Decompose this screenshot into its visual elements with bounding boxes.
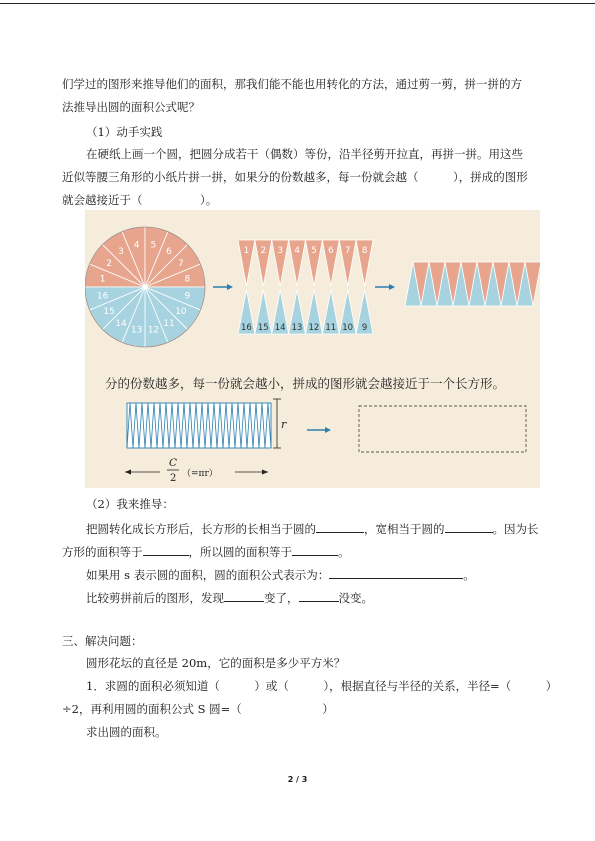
triangle-number: 14 [274, 323, 286, 333]
sector-number: 12 [147, 325, 160, 336]
sector-number: 4 [133, 240, 140, 251]
c-label: C [169, 457, 178, 469]
triangle-number: 8 [361, 246, 368, 256]
triangle-number: 13 [291, 323, 303, 333]
sector-number: 11 [163, 318, 175, 329]
sector-number: 14 [115, 318, 127, 329]
sector-number: 2 [106, 258, 112, 269]
answer-blank[interactable] [329, 567, 463, 579]
zigzag-rectangle [127, 403, 271, 448]
answer-blank[interactable] [299, 590, 339, 602]
page-number: 2 / 3 [287, 775, 308, 784]
rearranged-shape [405, 262, 540, 306]
text-line: ÷2，再利用圆的面积公式 S 圆=（ ） [62, 702, 334, 716]
text-line: 求出圆的面积。 [86, 725, 167, 739]
sector-number: 9 [184, 291, 191, 302]
sector-number: 7 [178, 258, 184, 269]
section-heading: （1）动手实践 [86, 125, 163, 139]
answer-blank[interactable] [143, 544, 189, 556]
c-denominator: 2 [170, 473, 177, 484]
circle-area-figure [85, 210, 540, 488]
divided-circle [85, 227, 205, 347]
sector-number: 13 [130, 325, 143, 336]
answer-blank[interactable] [316, 521, 364, 533]
triangle-number: 6 [327, 246, 334, 256]
sector-number: 3 [118, 247, 124, 258]
triangle-number: 15 [257, 323, 269, 333]
sector-number: 10 [175, 307, 187, 318]
header-rule [0, 3, 595, 4]
triangle-number: 10 [342, 323, 354, 333]
text-line: 比较剪拼前后的图形，发现 变了， 没变。 [86, 591, 373, 605]
text-line: 1．求圆的面积必须知道（ ）或（ ），根据直径与半径的关系，半径=（ ） [86, 679, 558, 693]
text-line: 方形的面积等于 ，所以圆的面积等于 。 [62, 545, 350, 559]
triangle-number: 4 [294, 246, 300, 256]
sector-number: 5 [150, 240, 157, 251]
sector-number: 15 [103, 307, 115, 318]
figure-svg [85, 210, 540, 488]
answer-blank[interactable] [224, 590, 264, 602]
r-label: r [281, 418, 287, 431]
pi-r-label: （=πr） [182, 469, 218, 479]
sector-number: 8 [184, 274, 191, 285]
triangle-number: 12 [308, 323, 320, 333]
text-line: 近似等腰三角形的小纸片拼一拼，如果分的份数越多，每一份就会越（ ），拼成的图形 [62, 170, 528, 184]
section-heading: （2）我来推导： [86, 497, 174, 511]
triangle-number: 9 [361, 323, 368, 333]
triangle-number: 7 [344, 246, 351, 256]
text-line: 们学过的图形来推导他们的面积，那我们能不能也用转化的方法，通过剪一剪，拼一拼的方 [62, 77, 522, 91]
figure-caption: 分的份数越多，每一份就会越小，拼成的图形就会越接近于一个长方形。 [105, 376, 506, 391]
sector-number: 16 [96, 291, 109, 302]
answer-blank[interactable] [292, 544, 338, 556]
triangle-number: 16 [241, 323, 252, 333]
triangle-number: 2 [260, 246, 267, 256]
triangle-number: 11 [325, 323, 337, 333]
text-line: 把圆转化成长方形后，长方形的长相当于圆的 ，宽相当于圆的 。因为长 [86, 522, 539, 536]
text-line: 在硬纸上画一个圆，把圆分成若干（偶数）等份，沿半径剪开拉直，再拼一拼。用这些 [86, 147, 523, 161]
section-heading: 三、解决问题： [62, 634, 143, 648]
triangle-number: 3 [277, 246, 284, 256]
triangle-number: 1 [243, 246, 250, 256]
sector-number: 6 [166, 247, 172, 258]
triangle-number: 5 [311, 246, 317, 256]
answer-blank[interactable] [445, 521, 493, 533]
problem-statement: 圆形花坛的直径是 20m，它的面积是多少平方米？ [86, 656, 346, 670]
sector-number: 1 [99, 274, 106, 285]
text-line: 如果用 s 表示圆的面积，圆的面积公式表示为： 。 [86, 568, 475, 582]
text-line: 法推导出圆的面积公式呢？ [62, 100, 200, 114]
text-line: 就会越接近于（ ）。 [62, 193, 218, 207]
